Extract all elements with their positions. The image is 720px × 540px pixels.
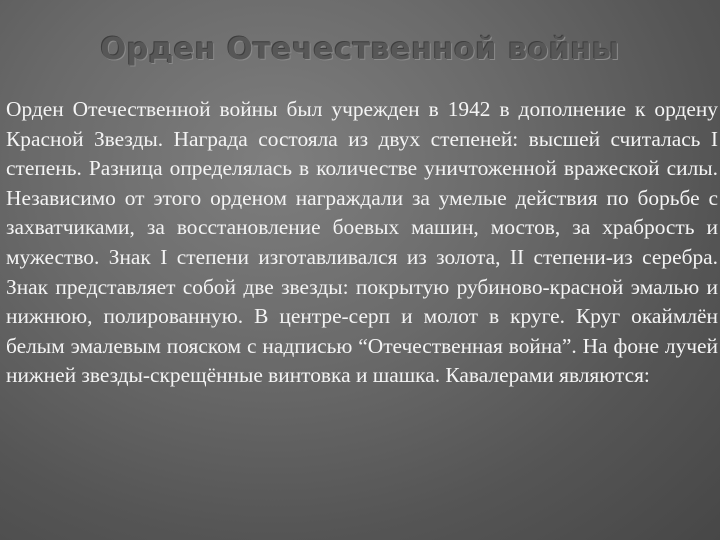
slide-title: Орден Отечественной войны <box>100 32 620 67</box>
slide-body-text: Орден Отечественной войны был учрежден в 1942 в дополнение к ордену Красной Звезды. Награда состояла из двух степеней: высшей считалась I степень. Разница определялась в количестве уничтоженной вражеской силы. Независимо от этого орденом награждали за умелые действия по борьбе с захватчиками, за восстановление боевых машин, мостов, за храбрость и мужество. Знак I степени изготавливался из золота, II степени-из серебра. Знак представляет собой две звезды: покрытую рубиново-красной эмалью и нижнюю, полированную. В центре-серп и молот в круге. Круг окаймлён белым эмалевым пояском с надписью “Отечественная война”. На фоне лучей нижней звезды-скрещённые винтовка и шашка. Кавалерами являются: <box>6 97 718 388</box>
